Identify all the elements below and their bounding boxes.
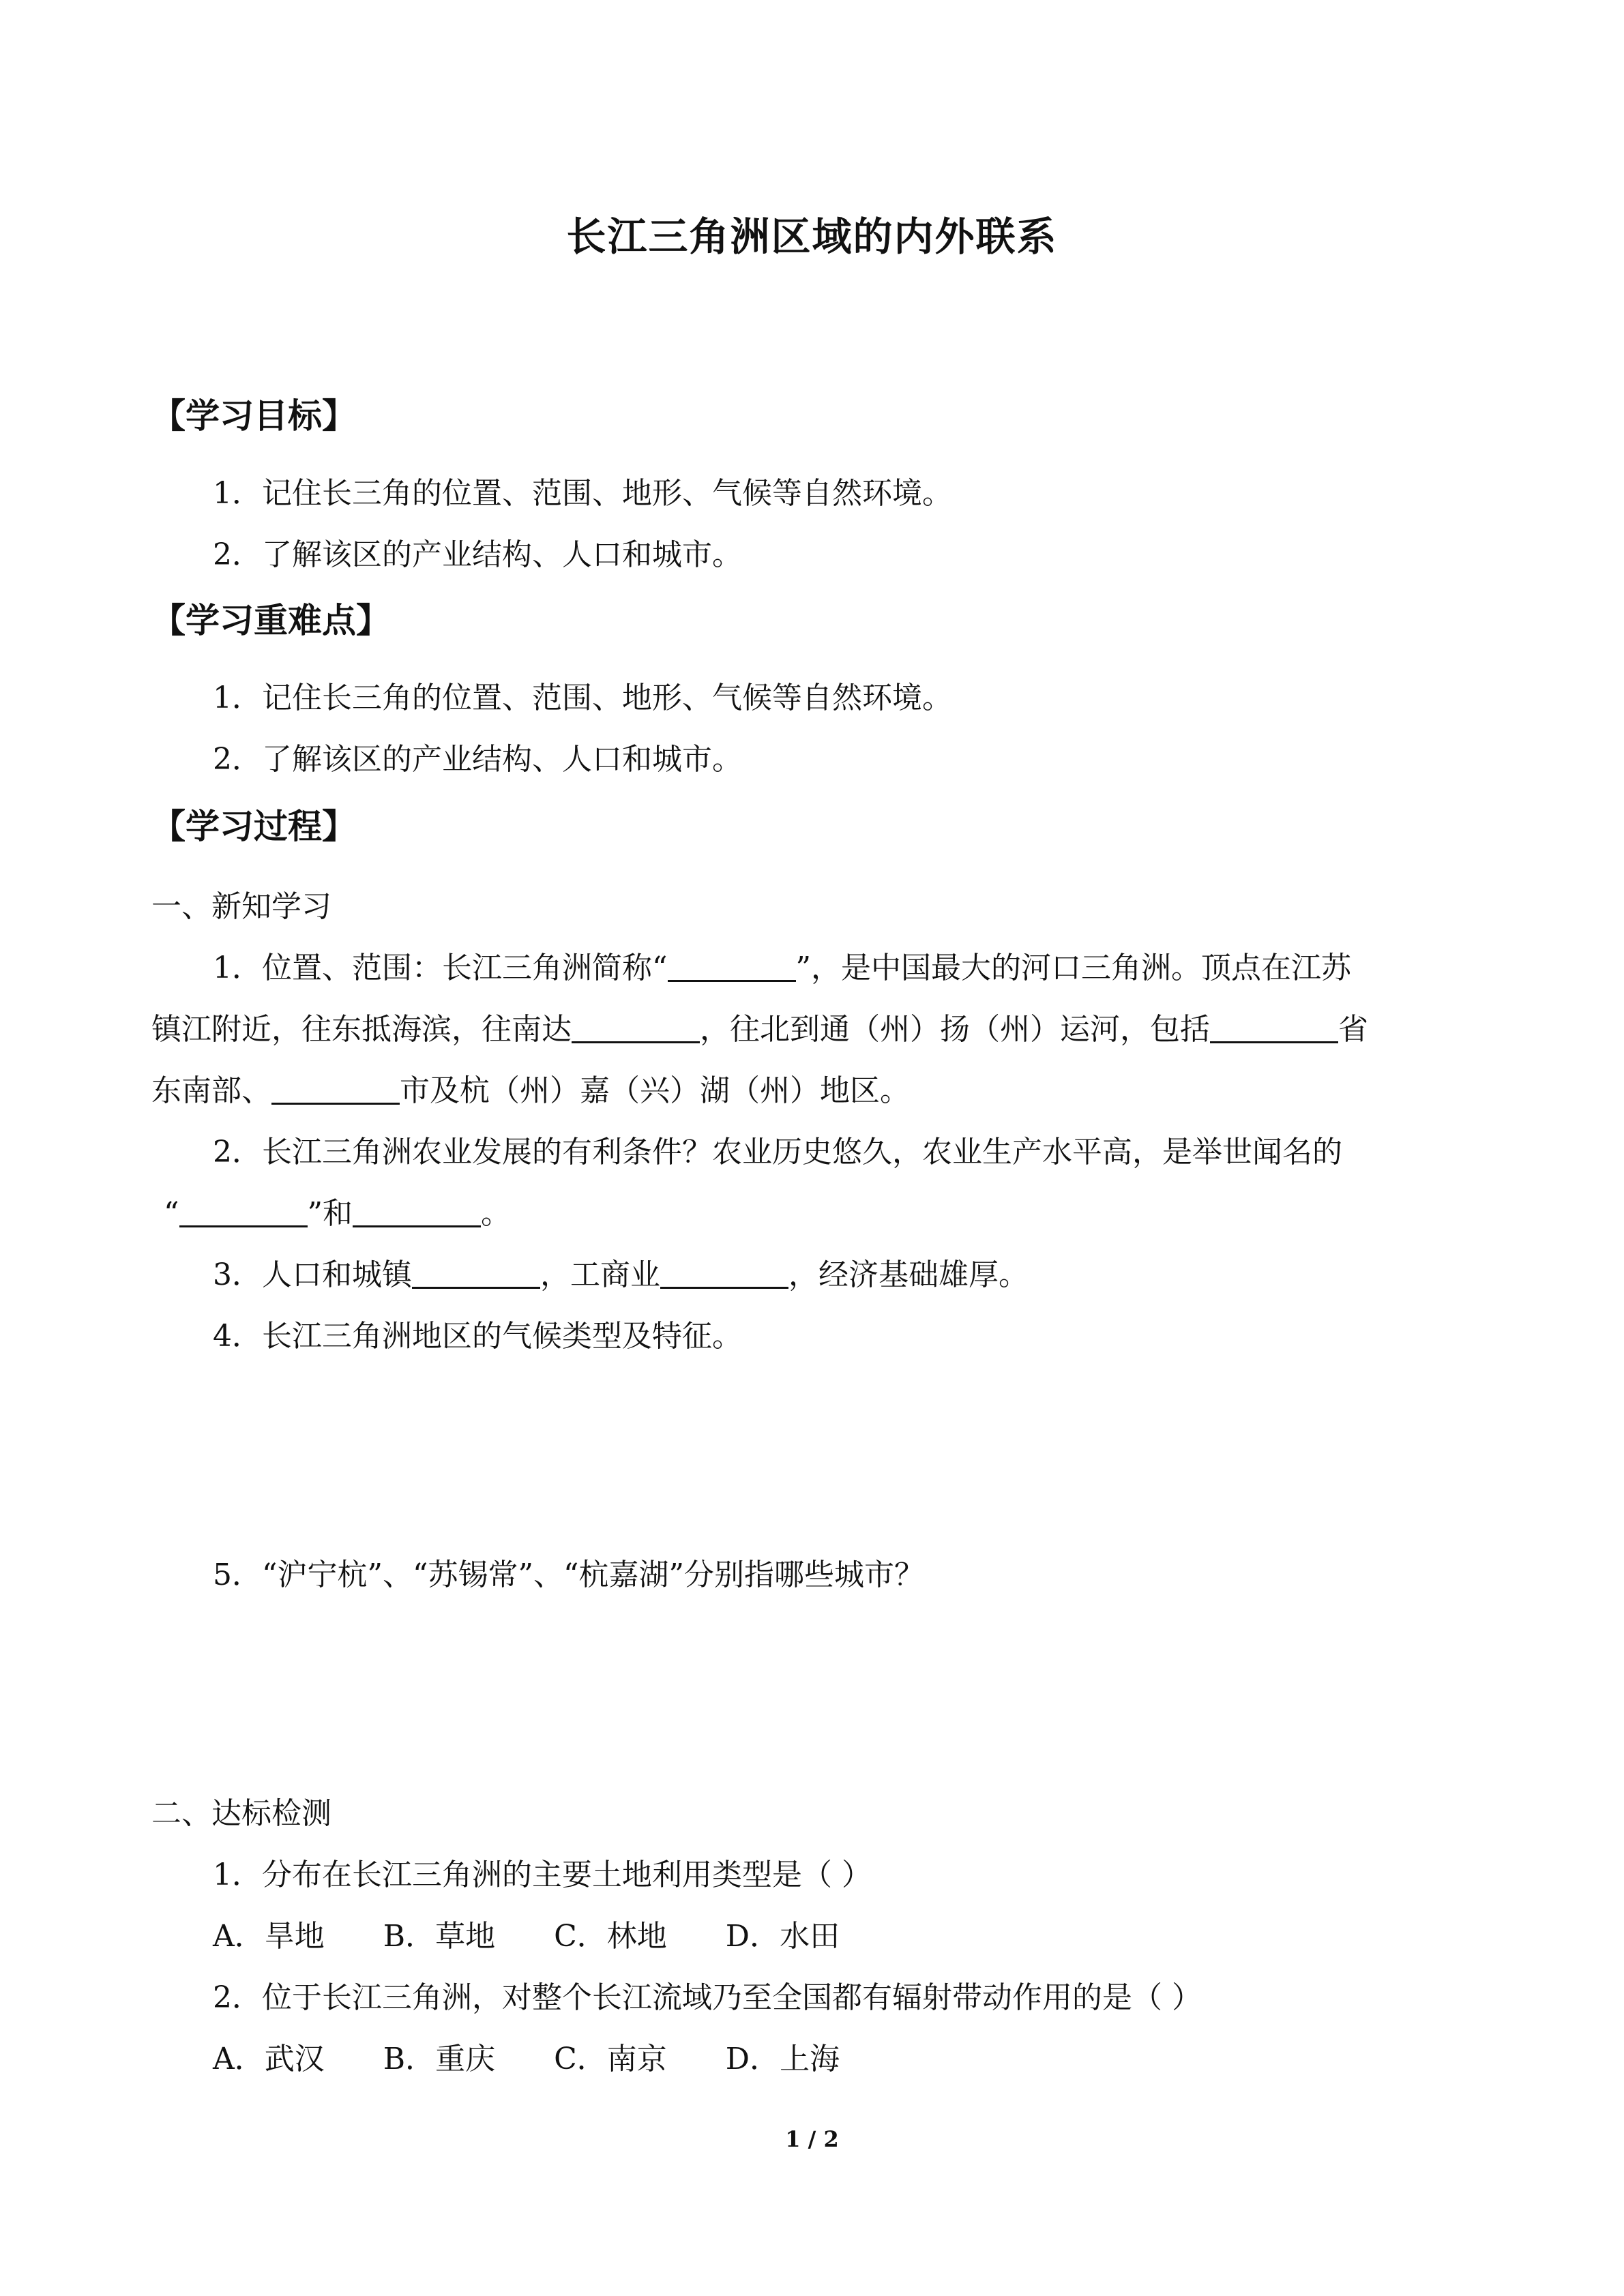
question-4: 4．长江三角洲地区的气候类型及特征。: [213, 1319, 742, 1354]
test-question-1-options: [213, 1916, 898, 1957]
part1-heading: 一、新知学习: [151, 889, 331, 924]
page-number: 1 / 2: [785, 2126, 839, 2152]
option: B．重庆: [383, 2042, 496, 2076]
question-3: 3．人口和城镇 ，工商业 ，经济基础雄厚。: [213, 1257, 1029, 1292]
answer-blank: [660, 1257, 788, 1289]
question-1-line-1: 1．位置、范围：长江三角洲简称“ ”，是中国最大的河口三角洲。顶点在江苏: [213, 951, 1351, 985]
answer-blank: [572, 1011, 700, 1043]
option: C．林地: [554, 1919, 667, 1954]
question-5: 5．“沪宁杭”、“苏锡常”、“杭嘉湖”分别指哪些城市？: [213, 1557, 924, 1592]
option: D．水田: [725, 1919, 840, 1954]
option: C．南京: [554, 2042, 667, 2076]
part2-heading: 二、达标检测: [151, 1796, 331, 1831]
test-question-1: 1．分布在长江三角洲的主要土地利用类型是（ ）: [213, 1858, 872, 1892]
question-2-line-2: “ ”和 。: [164, 1196, 511, 1231]
question-1-line-3: 东南部、 市及杭（州）嘉（兴）湖（州）地区。: [151, 1073, 910, 1108]
test-question-2-options: [213, 2039, 898, 2080]
page-title: 长江三角洲区域的内外联系: [566, 213, 1058, 260]
answer-blank: [179, 1195, 308, 1227]
question-1-line-2: 镇江附近，往东抵海滨，往南达 ，往北到通（州）扬（州）运河，包括 省: [151, 1012, 1368, 1047]
key-point-item: 2．了解该区的产业结构、人口和城市。: [213, 742, 742, 777]
objective-item: 1．记住长三角的位置、范围、地形、气候等自然环境。: [213, 476, 952, 511]
option: A．旱地: [213, 1919, 325, 1954]
answer-blank: [668, 950, 796, 982]
section-heading-objectives: 【学习目标】: [151, 396, 356, 436]
section-heading-key-points: 【学习重难点】: [151, 601, 390, 640]
answer-blank: [1210, 1011, 1338, 1043]
key-point-item: 1．记住长三角的位置、范围、地形、气候等自然环境。: [213, 681, 952, 715]
answer-blank: [271, 1073, 400, 1105]
option: A．武汉: [213, 2042, 325, 2076]
objective-item: 2．了解该区的产业结构、人口和城市。: [213, 537, 742, 572]
test-question-2: 2．位于长江三角洲，对整个长江流域乃至全国都有辐射带动作用的是（ ）: [213, 1980, 1202, 2015]
answer-blank: [412, 1257, 540, 1289]
section-heading-process: 【学习过程】: [151, 807, 356, 846]
option: D．上海: [725, 2042, 840, 2076]
question-2-line-1: 2．长江三角洲农业发展的有利条件？农业历史悠久，农业生产水平高，是举世闻名的: [213, 1135, 1342, 1169]
option: B．草地: [383, 1919, 496, 1954]
answer-blank: [353, 1195, 481, 1227]
